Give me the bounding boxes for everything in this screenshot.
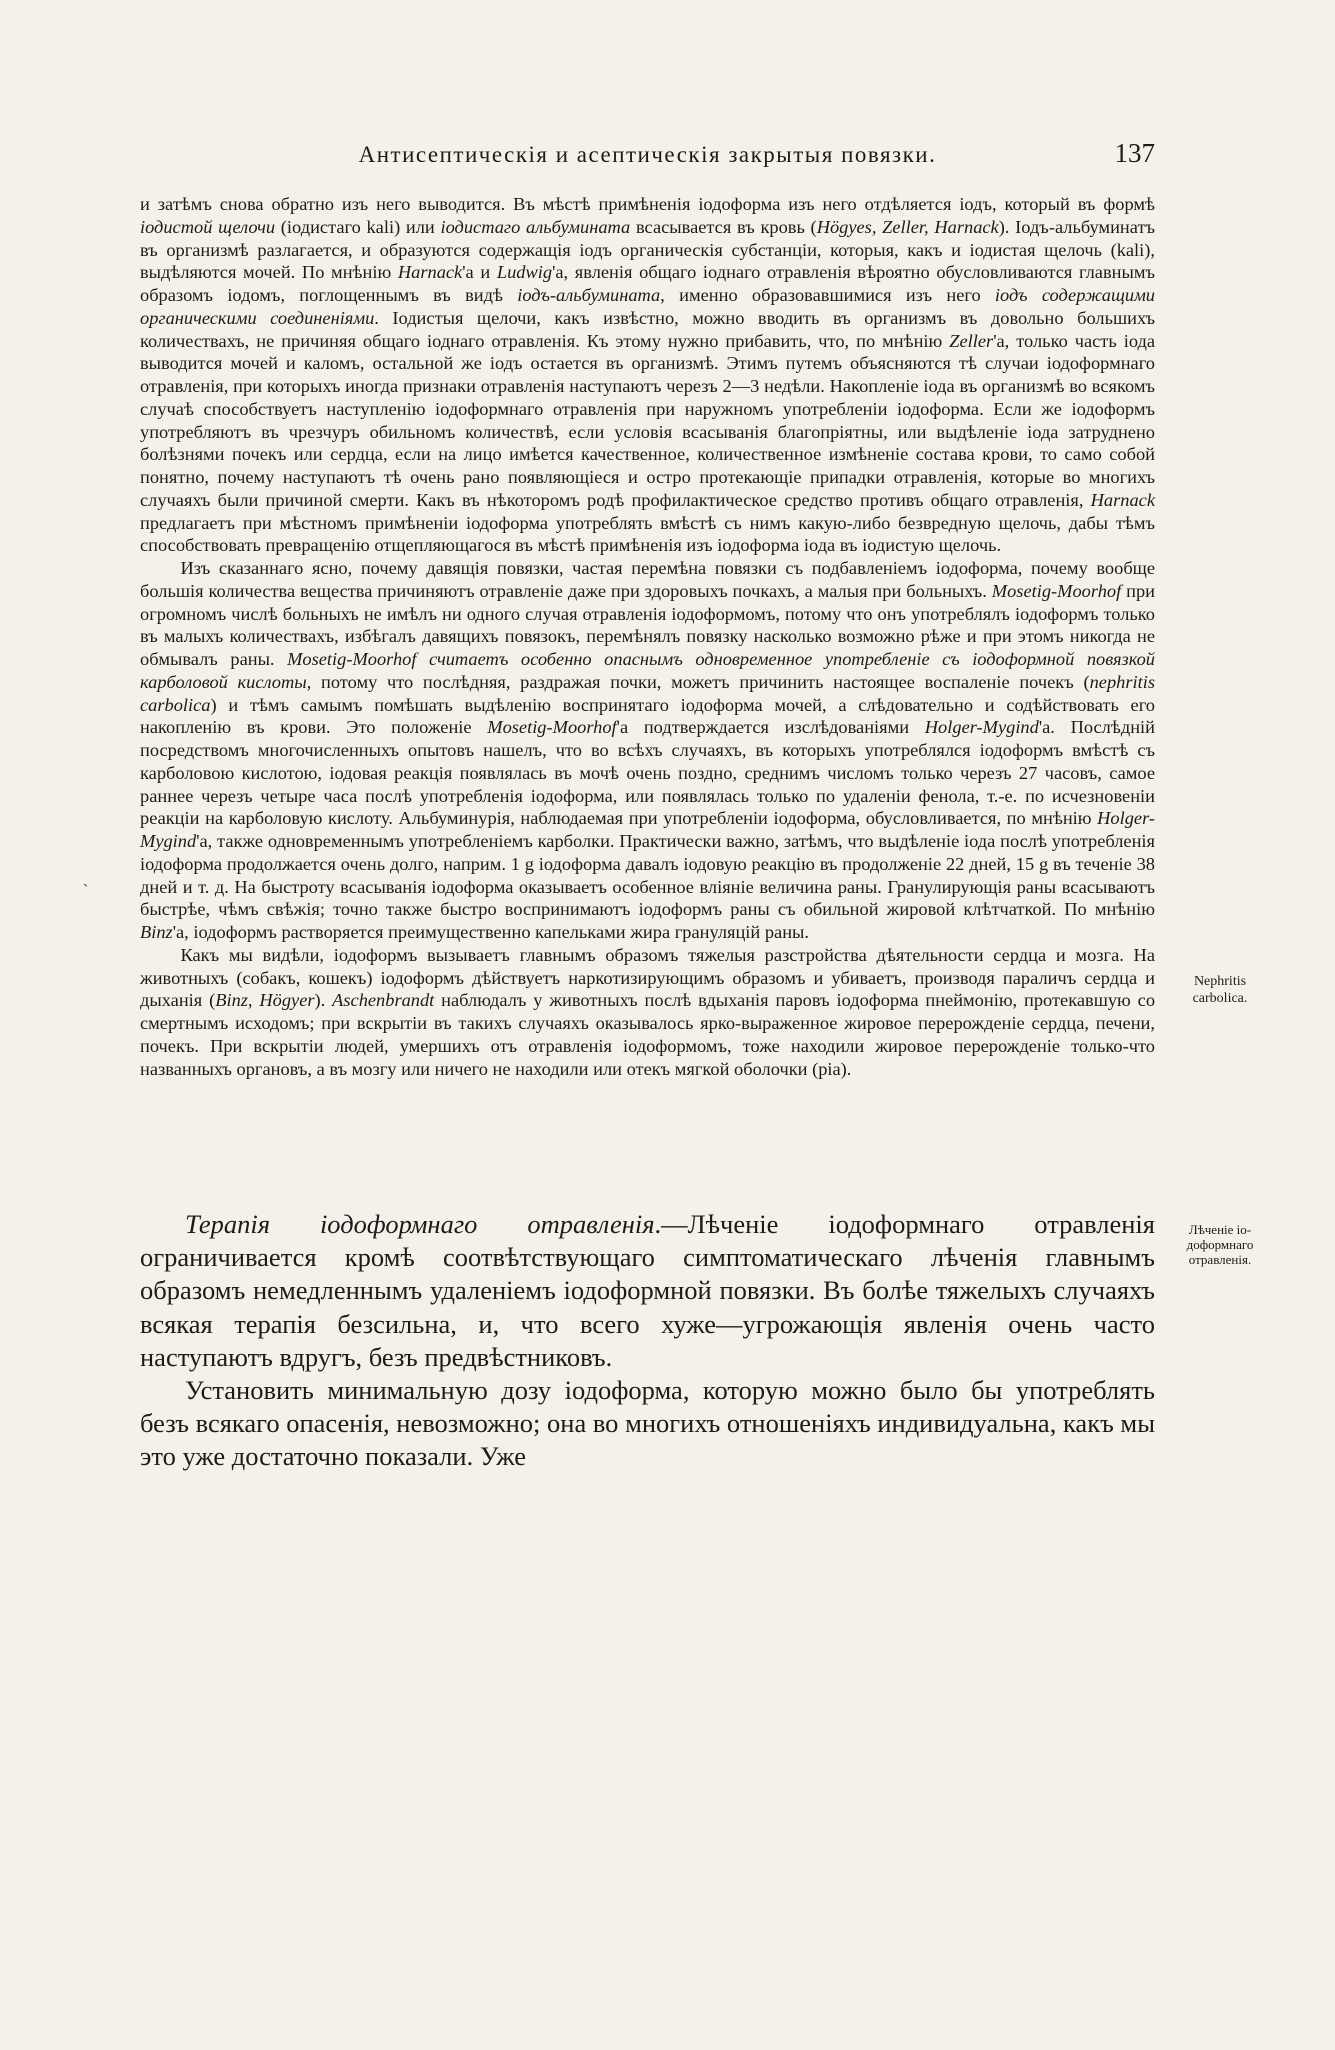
italic-run: Högyes, Zeller, Harnack: [816, 216, 999, 237]
italic-run: Holger-Mygind: [140, 808, 1155, 851]
paragraph: [140, 193, 1155, 557]
text-run: Изъ сказаннаго ясно, почему давящія повязки, частая перемѣна повязки съ подбавленіемъ іодоформа, почему вообще большія количества вещества причиняютъ отравленіе даже при здоровыхъ почкахъ, а малыя при больныхъ.: [140, 558, 1155, 601]
italic-run: іодистой щелочи: [140, 216, 276, 237]
text-run: , именно образовавшимися изъ него: [660, 285, 995, 305]
italic-run: Binz: [140, 922, 173, 942]
text-run: предлагаетъ при мѣстномъ примѣненіи іодоформа употреблять вмѣстѣ съ нимъ какую-либо безвредную щелочь, дабы тѣмъ способствовать превращенію отщепляющагося въ мѣстѣ примѣненія изъ іодоформа іода въ іодистую щелочь.: [140, 512, 1155, 556]
italic-run: Терапія іодоформнаго отравленія: [185, 1209, 655, 1239]
text-run: 'а подтверждается изслѣдованіями: [616, 717, 925, 738]
margin-note-line: доформнаго: [1186, 1237, 1254, 1252]
text-run: всасывается въ кровь (: [630, 216, 817, 237]
text-run: 'а, іодоформъ растворяется преимущественно капельками жира грануляцій раны.: [172, 922, 810, 942]
text-run: 'а и: [462, 262, 497, 283]
body-text: [140, 193, 1155, 1080]
text-run: Установить минимальную дозу іодоформа, которую можно было бы употреблять безъ всякаго опасенія, невозможно; она во многихъ отношеніяхъ индивидуальна, какъ мы это уже достаточно показали. Уже: [140, 1375, 1155, 1472]
italic-run: Mosetig-Moorhof: [487, 717, 617, 738]
text-run: ) и тѣмъ самымъ помѣшать выдѣленію воспринятаго іодоформа мочей, а слѣдовательно и содѣйствовать его накопленію въ крови. Это положеніе: [140, 694, 1155, 738]
text-run: . Іодистыя щелочи, какъ извѣстно, можно вводить въ организмъ въ довольно большихъ количествахъ, не причиняя общаго іоднаго отравленія. Къ этому нужно прибавить, что, по мнѣнію: [140, 307, 1155, 351]
therapy-section: [140, 1208, 1155, 1474]
italic-run: Holger-Mygind: [924, 717, 1039, 738]
italic-run: Binz, Högyer: [215, 990, 315, 1011]
text-run: при огромномъ числѣ больныхъ не имѣлъ ни одного случая отравленія іодоформомъ, потому что онъ употреблялъ іодоформъ только въ малыхъ количествахъ, избѣгалъ давящихъ повязокъ, перемѣнялъ повязку насколько возможно рѣже и при этомъ никогда не обмывалъ раны.: [140, 580, 1155, 669]
text-run: 'а, явленія общаго іоднаго отравленія вѣроятно обусловливаются главнымъ образомъ іодомъ, поглощеннымъ въ видѣ: [140, 262, 1155, 305]
text-run: 'а. Послѣдній посредствомъ многочисленныхъ опытовъ нашелъ, что во всѣхъ случаяхъ, въ которыхъ употреблялся іодоформъ вмѣстѣ съ карболовою кислотою, іодовая реакція появлялась въ мочѣ очень поздно, среднимъ числомъ только черезъ 27 часовъ, самое раннее черезъ четыре часа послѣ употребленія іодоформа, или появлялась только по удаленіи фенола, т.-е. по исчезновеніи реакціи на карболовую кислоту. Альбуминурія, наблюдаемая при употребленіи іодоформа, обусловливается, по мнѣнію: [140, 717, 1155, 829]
italic-run: Harnack: [1090, 489, 1155, 510]
italic-run: Zeller: [949, 330, 994, 351]
running-header: [140, 138, 1155, 174]
italic-run: nephritis carbolica: [140, 671, 1155, 715]
text-run: Какъ мы видѣли, іодоформъ вызываетъ главнымъ образомъ тяжелыя разстройства дѣятельности сердца и мозга. На животныхъ (собакъ, кошекъ) іодоформъ дѣйствуетъ наркотизирующимъ образомъ и убиваетъ, производя параличъ сердца и дыханія (: [140, 944, 1155, 1011]
text-run: ). Іодъ-альбуминатъ въ организмѣ разлагается, и образуются содержащія іодъ органическія субстанціи, которыя, какъ и іодистая щелочь (kali), выдѣляются мочей. По мнѣнію: [140, 216, 1155, 283]
margin-note-line: отравленія.: [1188, 1252, 1252, 1267]
text-run: , потому что послѣдняя, раздражая почки, можетъ причинить настоящее воспаленіе почекъ (: [306, 671, 1090, 692]
italic-run: іодъ-альбумината: [517, 285, 661, 305]
paragraph: [140, 557, 1155, 944]
margin-note-line: carbolica.: [1192, 991, 1248, 1006]
text-run: наблюдалъ у животныхъ послѣ вдыханія паровъ іодоформа пнеймонію, протекавшую со смертнымъ исходомъ; при вскрытіи въ такихъ случаяхъ оказывалось ярко-выраженное жировое перерожденіе сердца, печени, почекъ. При вскрытіи людей, умершихъ отъ отравленія іодоформомъ, тоже находили жировое перерожденіе только-что названныхъ органовъ, а въ мозгу или ничего не находили или отекъ мягкой оболочки (pia).: [140, 990, 1156, 1079]
italic-run: іодъ содержащими органическими соединеніями: [140, 285, 1156, 328]
italic-run: Aschenbrandt: [332, 990, 435, 1011]
italic-run: Mosetig-Moorhof считаетъ особенно опаснымъ одновременное употребленіе съ іодоформной повязкой карболовой кислоты: [140, 649, 1155, 692]
margin-note-nephritis: [1165, 973, 1275, 1007]
margin-note-line: Лѣченіе іо-: [1188, 1222, 1252, 1237]
italic-run: Harnack: [397, 262, 463, 283]
text-run: (іодистаго kali) или: [275, 216, 441, 237]
margin-note-therapy: [1165, 1222, 1275, 1267]
text-run: 'а, только часть іода выводится мочей и каломъ, остальной же іодъ остается въ организмѣ. Этимъ путемъ объясняются тѣ случаи іодоформнаго отравленія, при которыхъ иногда признаки отравленія наступаютъ черезъ 2—3 недѣли. Накопленіе іода въ организмѣ во всякомъ случаѣ способствуетъ наступленію іодоформнаго отравленія при наружномъ употребленіи іодоформа. Если же іодоформъ употребляютъ въ чрезчуръ обильномъ количествѣ, если условія всасыванія благопріятны, или выдѣленіе іода затруднено болѣзнями почекъ или сердца, если на лицо имѣется качественное, количественное измѣненіе состава крови, то само собой понятно, почему наступаютъ тѣ очень рано появляющіеся и остро протекающіе припадки отравленія, которые во многихъ случаяхъ были причиной смерти. Какъ въ нѣкоторомъ родѣ профилактическое средство противъ общаго отравленія,: [140, 330, 1156, 510]
paragraph: [140, 1374, 1155, 1474]
text-run: .—Лѣченіе іодоформнаго отравленія ограничивается кромѣ соотвѣтствующаго симптоматическаго лѣченія главнымъ образомъ немедленнымъ удаленіемъ іодоформной повязки. Въ болѣе тяжелыхъ случаяхъ всякая терапія безсильна, и, что всего хуже—угрожающія явленія очень часто наступаютъ вдругъ, безъ предвѣстниковъ.: [140, 1209, 1155, 1372]
stray-ink-mark: ˴: [83, 875, 89, 892]
page-number: 137: [1114, 138, 1155, 168]
running-title: Антисептическія и асептическія закрытыя повязки.: [358, 142, 937, 167]
italic-run: Ludwig: [496, 262, 553, 283]
italic-run: іодистаго альбумината: [440, 216, 631, 237]
text-run: ).: [314, 990, 333, 1011]
margin-note-line: Nephritis: [1193, 974, 1247, 989]
text-run: 'а, также одновременнымъ употребленіемъ карболки. Практически важно, затѣмъ, что выдѣленіе іода послѣ употребленія іодоформа продолжается очень долго, наприм. 1 g іодоформа давалъ іодовую реакцію въ продолженіе 22 дней, 15 g въ теченіе 38 дней и т. д. На быстроту всасыванія іодоформа оказываетъ особенное вліяніе величина раны. Гранулирующія раны всасываютъ быстрѣе, чѣмъ свѣжія; точно также быстро воспринимаютъ іодоформъ раны съ обильной жировой клѣтчаткой. По мнѣнію: [140, 831, 1155, 920]
paragraph: [140, 1208, 1155, 1374]
text-run: и затѣмъ снова обратно изъ него выводится. Въ мѣстѣ примѣненія іодоформа изъ него отдѣляется іодъ, который въ формѣ: [140, 194, 1155, 214]
italic-run: Mosetig-Moorhof: [991, 580, 1122, 601]
paragraph: [140, 944, 1155, 1081]
